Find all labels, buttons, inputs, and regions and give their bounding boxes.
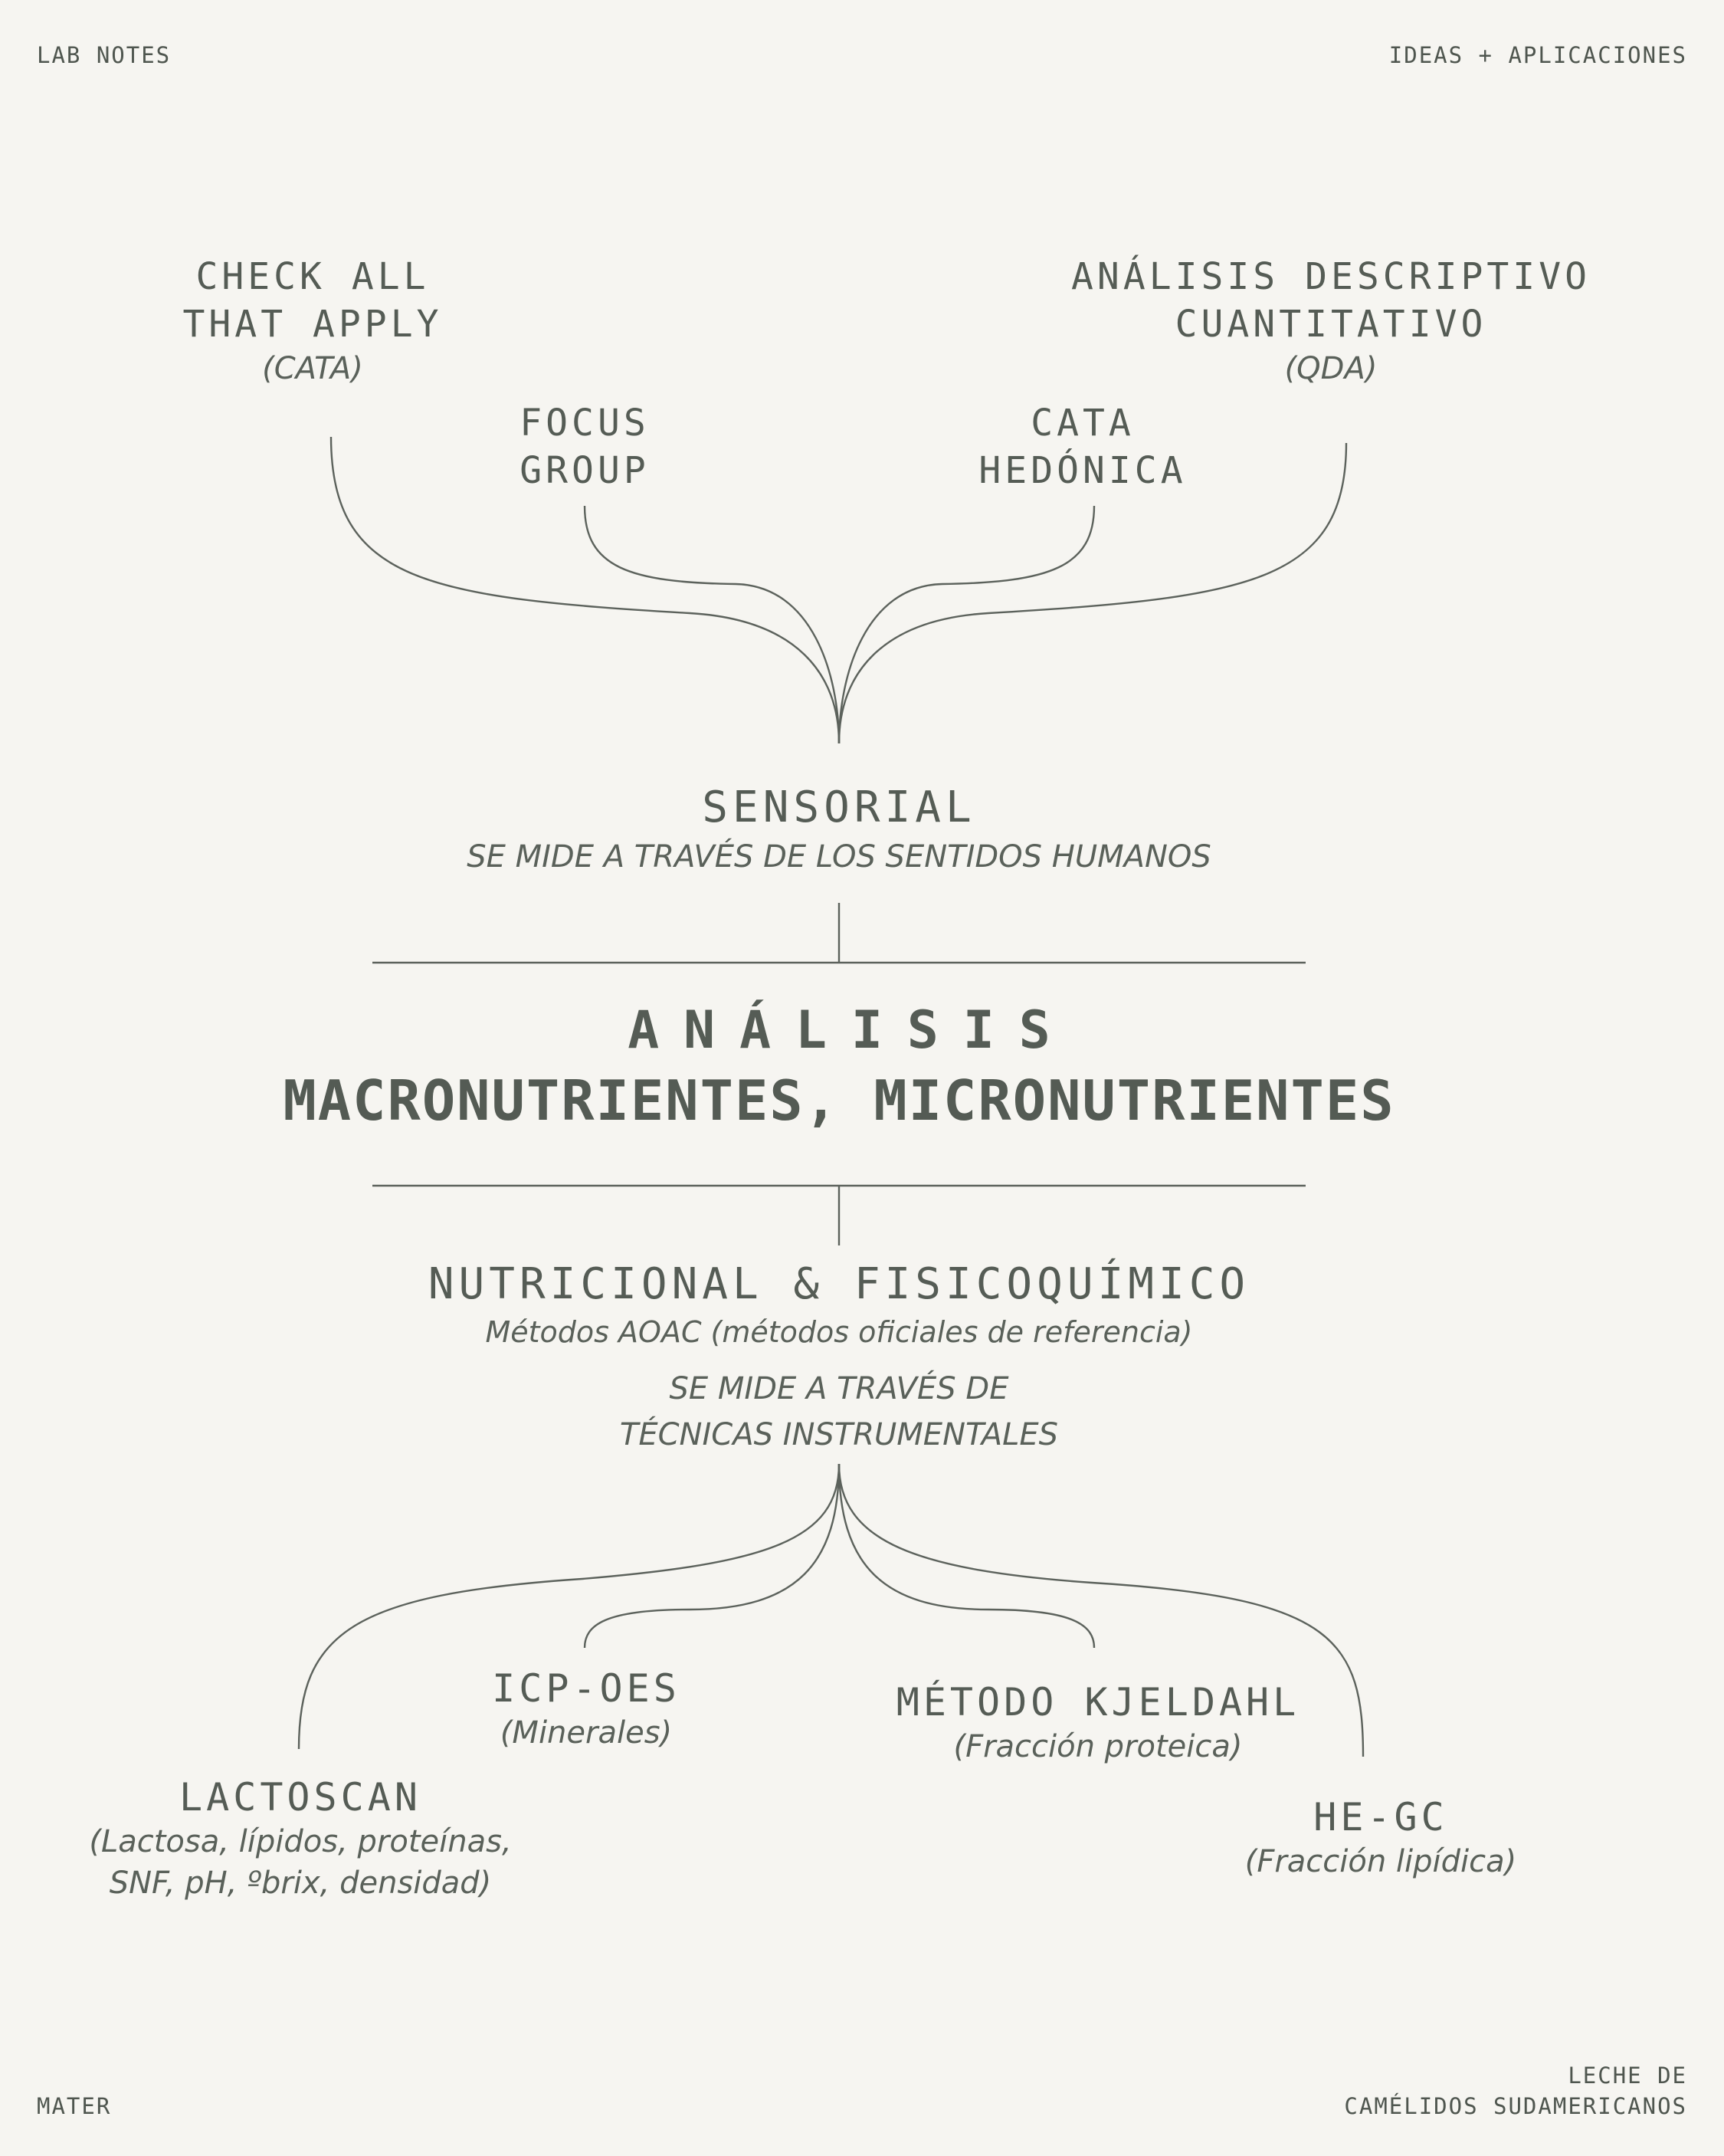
method-lactoscan-note-line2: SNF, pH, ºbrix, densidad) — [109, 1866, 492, 1901]
connector-kjeldahl — [839, 1464, 1094, 1648]
method-cata-hedonica-line1: CATA — [1031, 402, 1135, 445]
method-he-gc-note: (Fracción lipídica) — [1244, 1844, 1517, 1879]
method-icp-oes — [492, 1665, 680, 1754]
method-cata — [183, 253, 443, 389]
nutricional-methods-note: Métodos AOAC (métodos oficiales de referencia) — [485, 1315, 1193, 1349]
method-lactoscan-title: LACTOSCAN — [179, 1775, 421, 1820]
central-title: ANÁLISIS — [628, 1000, 1075, 1061]
footer-left: MATER — [37, 2093, 112, 2119]
method-icp-oes-title: ICP-OES — [492, 1666, 680, 1711]
nutricional-subtitle-line2: TÉCNICAS INSTRUMENTALES — [619, 1417, 1059, 1452]
method-cata-line1: CHECK ALL — [195, 255, 430, 298]
method-kjeldahl-title: MÉTODO KJELDAHL — [896, 1680, 1300, 1724]
nutricional-subtitle-line1: SE MIDE A TRAVÉS DE — [669, 1371, 1009, 1406]
method-cata-hedonica — [978, 399, 1186, 494]
method-qda-line1: ANÁLISIS DESCRIPTIVO — [1071, 255, 1591, 298]
method-cata-line2: THAT APPLY — [182, 303, 443, 346]
header-left: LAB NOTES — [37, 42, 172, 68]
connector-cata-hedonica — [839, 506, 1094, 743]
footer-right-line1: LECHE DE — [1568, 2062, 1687, 2089]
method-he-gc-title: HE-GC — [1313, 1795, 1448, 1839]
method-cata-note: (CATA) — [262, 351, 363, 386]
connector-focus-group — [585, 506, 839, 743]
method-qda-note: (QDA) — [1284, 351, 1378, 386]
method-cata-hedonica-line2: HEDÓNICA — [978, 449, 1187, 492]
method-focus-group-line2: GROUP — [519, 449, 650, 492]
method-kjeldahl-note: (Fracción proteica) — [953, 1729, 1243, 1764]
method-he-gc — [1245, 1793, 1517, 1882]
header-right: IDEAS + APLICACIONES — [1388, 42, 1687, 68]
sensorial-node — [467, 780, 1211, 877]
method-lactoscan — [89, 1774, 511, 1904]
method-qda — [1071, 253, 1591, 389]
method-lactoscan-note-line1: (Lactosa, lípidos, proteínas, — [89, 1824, 512, 1859]
method-icp-oes-note: (Minerales) — [500, 1715, 673, 1751]
method-kjeldahl — [896, 1679, 1300, 1767]
footer-right — [1344, 2060, 1687, 2122]
nutricional-title: NUTRICIONAL & FISICOQUÍMICO — [428, 1259, 1250, 1309]
sensorial-subtitle: SE MIDE A TRAVÉS DE LOS SENTIDOS HUMANOS — [467, 839, 1211, 875]
method-focus-group-line1: FOCUS — [519, 402, 650, 445]
nutricional-node — [428, 1257, 1250, 1458]
footer-right-line2: CAMÉLIDOS SUDAMERICANOS — [1344, 2093, 1687, 2119]
sensorial-title: SENSORIAL — [702, 783, 976, 832]
central-subtitle: MACRONUTRIENTES, MICRONUTRIENTES — [283, 1068, 1395, 1133]
connector-icp-oes — [585, 1464, 839, 1648]
method-focus-group — [519, 399, 650, 494]
central-node — [283, 996, 1395, 1136]
method-qda-line2: CUANTITATIVO — [1175, 303, 1487, 346]
